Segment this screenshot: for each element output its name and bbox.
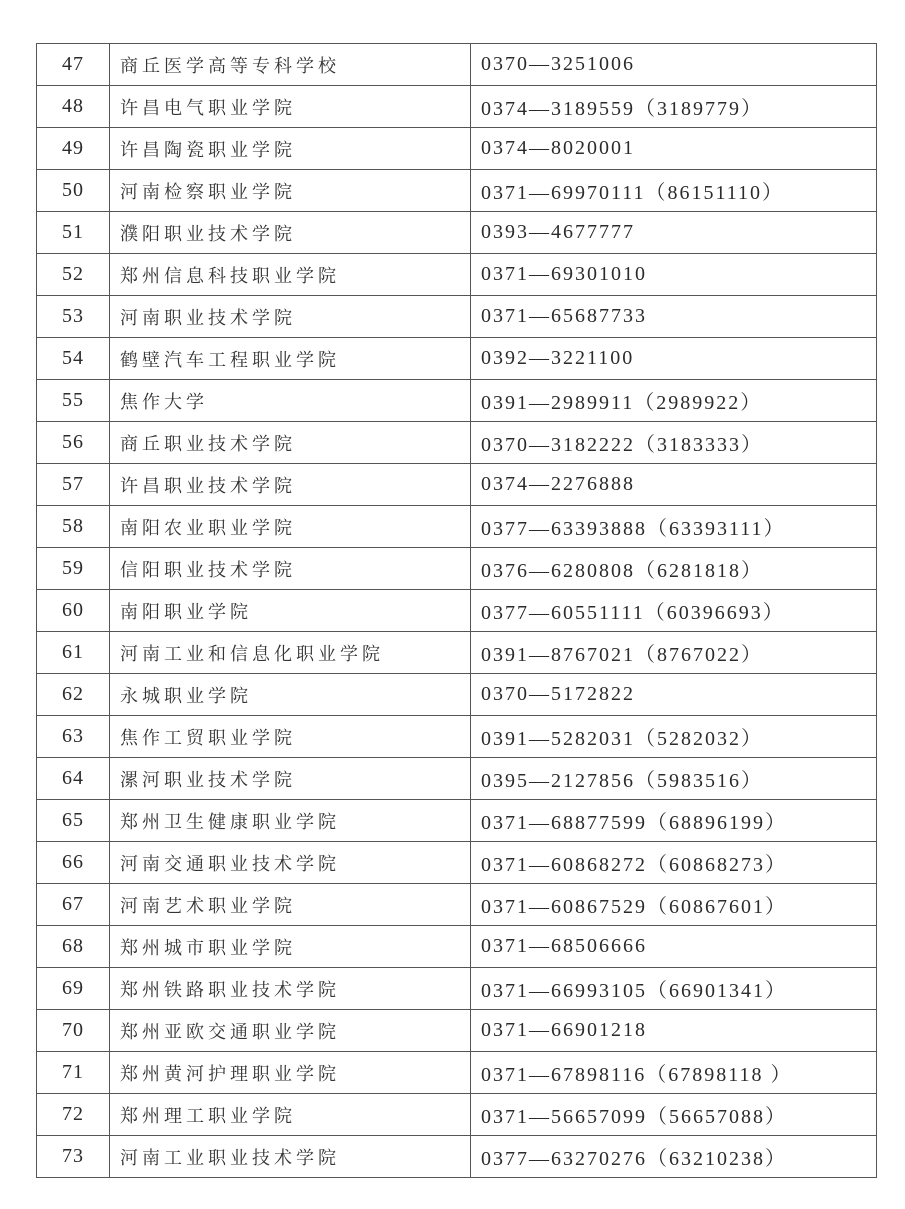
phone-number: 0376—6280808（6281818） — [471, 548, 877, 590]
school-name: 郑州黄河护理职业学院 — [110, 1052, 471, 1094]
school-name: 濮阳职业技术学院 — [110, 212, 471, 254]
school-name: 南阳职业学院 — [110, 590, 471, 632]
table-row — [37, 800, 877, 842]
school-name: 河南工业职业技术学院 — [110, 1136, 471, 1178]
school-name: 永城职业学院 — [110, 674, 471, 716]
phone-number: 0377—63393888（63393111） — [471, 506, 877, 548]
school-name: 河南交通职业技术学院 — [110, 842, 471, 884]
row-number: 60 — [37, 590, 110, 632]
row-number: 66 — [37, 842, 110, 884]
table-row — [37, 1010, 877, 1052]
phone-number: 0374—8020001 — [471, 128, 877, 170]
phone-number: 0393—4677777 — [471, 212, 877, 254]
school-name: 南阳农业职业学院 — [110, 506, 471, 548]
phone-number: 0371—69970111（86151110） — [471, 170, 877, 212]
row-number: 47 — [37, 44, 110, 86]
row-number: 64 — [37, 758, 110, 800]
school-name: 河南检察职业学院 — [110, 170, 471, 212]
table-row — [37, 548, 877, 590]
phone-number: 0374—2276888 — [471, 464, 877, 506]
table-row — [37, 422, 877, 464]
row-number: 50 — [37, 170, 110, 212]
row-number: 54 — [37, 338, 110, 380]
school-name: 郑州信息科技职业学院 — [110, 254, 471, 296]
row-number: 56 — [37, 422, 110, 464]
table-row — [37, 464, 877, 506]
row-number: 49 — [37, 128, 110, 170]
phone-number: 0377—63270276（63210238） — [471, 1136, 877, 1178]
phone-number: 0370—5172822 — [471, 674, 877, 716]
table-row — [37, 128, 877, 170]
row-number: 65 — [37, 800, 110, 842]
school-name: 郑州理工职业学院 — [110, 1094, 471, 1136]
row-number: 48 — [37, 86, 110, 128]
table-row — [37, 674, 877, 716]
school-name: 商丘职业技术学院 — [110, 422, 471, 464]
table-row — [37, 968, 877, 1010]
school-name: 河南艺术职业学院 — [110, 884, 471, 926]
table-row — [37, 254, 877, 296]
row-number: 68 — [37, 926, 110, 968]
phone-number: 0391—2989911（2989922） — [471, 380, 877, 422]
row-number: 71 — [37, 1052, 110, 1094]
row-number: 58 — [37, 506, 110, 548]
school-name: 郑州卫生健康职业学院 — [110, 800, 471, 842]
table-row — [37, 296, 877, 338]
phone-number: 0371—69301010 — [471, 254, 877, 296]
table-row — [37, 212, 877, 254]
phone-number: 0371—66901218 — [471, 1010, 877, 1052]
school-name: 焦作大学 — [110, 380, 471, 422]
table-row — [37, 1136, 877, 1178]
school-name: 郑州亚欧交通职业学院 — [110, 1010, 471, 1052]
table-row — [37, 716, 877, 758]
phone-number: 0371—66993105（66901341） — [471, 968, 877, 1010]
school-name: 信阳职业技术学院 — [110, 548, 471, 590]
table-row — [37, 44, 877, 86]
row-number: 51 — [37, 212, 110, 254]
table-row — [37, 506, 877, 548]
phone-number: 0371—65687733 — [471, 296, 877, 338]
row-number: 63 — [37, 716, 110, 758]
school-name: 河南职业技术学院 — [110, 296, 471, 338]
table-row — [37, 170, 877, 212]
table-row — [37, 1094, 877, 1136]
phone-number: 0371—60867529（60867601） — [471, 884, 877, 926]
table-body — [37, 44, 877, 1178]
school-name: 郑州城市职业学院 — [110, 926, 471, 968]
table-row — [37, 926, 877, 968]
school-name: 许昌陶瓷职业学院 — [110, 128, 471, 170]
phone-number: 0371—68506666 — [471, 926, 877, 968]
school-name: 焦作工贸职业学院 — [110, 716, 471, 758]
phone-number: 0392—3221100 — [471, 338, 877, 380]
phone-number: 0370—3251006 — [471, 44, 877, 86]
school-name: 河南工业和信息化职业学院 — [110, 632, 471, 674]
row-number: 53 — [37, 296, 110, 338]
row-number: 62 — [37, 674, 110, 716]
row-number: 52 — [37, 254, 110, 296]
phone-number: 0371—56657099（56657088） — [471, 1094, 877, 1136]
table-row — [37, 632, 877, 674]
row-number: 55 — [37, 380, 110, 422]
table-row — [37, 86, 877, 128]
school-contact-table — [36, 43, 877, 1178]
table-row — [37, 758, 877, 800]
row-number: 73 — [37, 1136, 110, 1178]
school-name: 商丘医学高等专科学校 — [110, 44, 471, 86]
table-row — [37, 380, 877, 422]
row-number: 70 — [37, 1010, 110, 1052]
phone-number: 0371—68877599（68896199） — [471, 800, 877, 842]
school-name: 许昌职业技术学院 — [110, 464, 471, 506]
school-name: 郑州铁路职业技术学院 — [110, 968, 471, 1010]
row-number: 57 — [37, 464, 110, 506]
table-row — [37, 884, 877, 926]
phone-number: 0370—3182222（3183333） — [471, 422, 877, 464]
row-number: 67 — [37, 884, 110, 926]
table-row — [37, 590, 877, 632]
phone-number: 0374—3189559（3189779） — [471, 86, 877, 128]
phone-number: 0395—2127856（5983516） — [471, 758, 877, 800]
row-number: 59 — [37, 548, 110, 590]
phone-number: 0391—5282031（5282032） — [471, 716, 877, 758]
school-name: 鹤壁汽车工程职业学院 — [110, 338, 471, 380]
phone-number: 0391—8767021（8767022） — [471, 632, 877, 674]
row-number: 61 — [37, 632, 110, 674]
phone-number: 0377—60551111（60396693） — [471, 590, 877, 632]
table-row — [37, 338, 877, 380]
phone-number: 0371—67898116（67898118 ） — [471, 1052, 877, 1094]
row-number: 72 — [37, 1094, 110, 1136]
school-contact-table-container — [36, 43, 876, 1178]
school-name: 漯河职业技术学院 — [110, 758, 471, 800]
school-name: 许昌电气职业学院 — [110, 86, 471, 128]
phone-number: 0371—60868272（60868273） — [471, 842, 877, 884]
table-row — [37, 842, 877, 884]
row-number: 69 — [37, 968, 110, 1010]
table-row — [37, 1052, 877, 1094]
